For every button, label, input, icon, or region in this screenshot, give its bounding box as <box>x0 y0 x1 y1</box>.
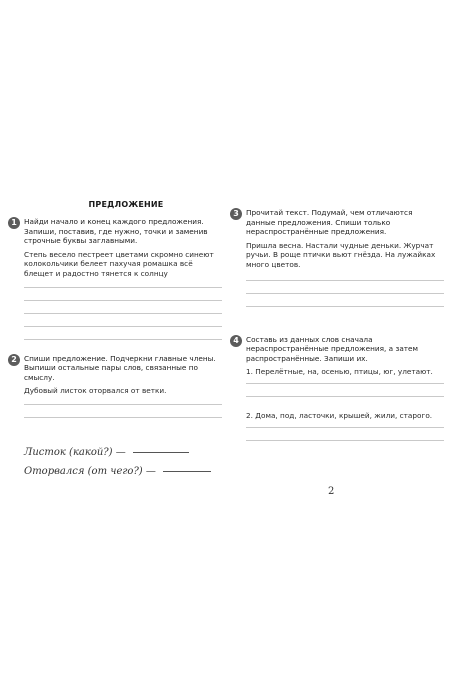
exercise-number-1: 1 <box>8 217 20 229</box>
page-title: ПРЕДЛОЖЕНИЕ <box>88 200 164 209</box>
answer-line[interactable] <box>246 306 444 307</box>
exercise-3 <box>233 208 444 307</box>
page-number: 2 <box>328 486 335 497</box>
handwritten-prompt-2 <box>24 466 211 477</box>
answer-blank[interactable] <box>163 471 211 472</box>
exercise-4-item-2: 2. Дома, под, ласточки, крышей, жили, старого. <box>246 410 433 420</box>
exercise-number-3: 3 <box>230 208 242 220</box>
right-column <box>233 208 444 441</box>
left-column <box>11 200 222 418</box>
answer-blank[interactable] <box>133 452 189 453</box>
exercise-1-text: Степь весело пестреет цветами скромно синеют колокольчики белеет пахучая ромашка всё блещет и радостно тянется к солнцу <box>24 249 214 278</box>
exercise-3-task: Прочитай текст. Подумай, чем отличаются данные предложения. Спиши только нераспространённые предложения. <box>246 208 413 237</box>
handwritten-prompt-1-text: Листок (какой?) — <box>24 447 126 458</box>
exercise-3-text: Пришла весна. Настали чудные деньки. Журчат ручьи. В роще птички вьют гнёзда. На лужайках много цветов. <box>246 240 436 269</box>
handwritten-prompt-2-text: Оторвался (от чего?) — <box>24 466 156 477</box>
exercise-4-item-1: 1. Перелётные, на, осенью, птицы, юг, улетают. <box>246 367 433 377</box>
exercise-1 <box>11 217 222 340</box>
exercise-2-task: Спиши предложение. Подчеркни главные члены. Выпиши остальные пары слов, связанные по смыслу. <box>24 353 216 382</box>
exercise-2 <box>11 353 222 418</box>
answer-line[interactable] <box>246 440 444 441</box>
exercise-4-task: Составь из данных слов сначала нераспространённые предложения, а затем распространённые. Запиши их. <box>246 334 419 363</box>
exercise-1-task: Найди начало и конец каждого предложения. Запиши, поставив, где нужно, точки и заменив строчные буквы заглавными. <box>24 217 208 246</box>
answer-line[interactable] <box>24 417 222 418</box>
exercise-number-4: 4 <box>230 335 242 347</box>
exercise-2-text: Дубовый листок оторвался от ветки. <box>24 386 167 396</box>
handwritten-prompt-1 <box>24 447 189 458</box>
answer-line[interactable] <box>24 339 222 340</box>
exercise-number-2: 2 <box>8 354 20 366</box>
exercise-4 <box>233 334 444 441</box>
